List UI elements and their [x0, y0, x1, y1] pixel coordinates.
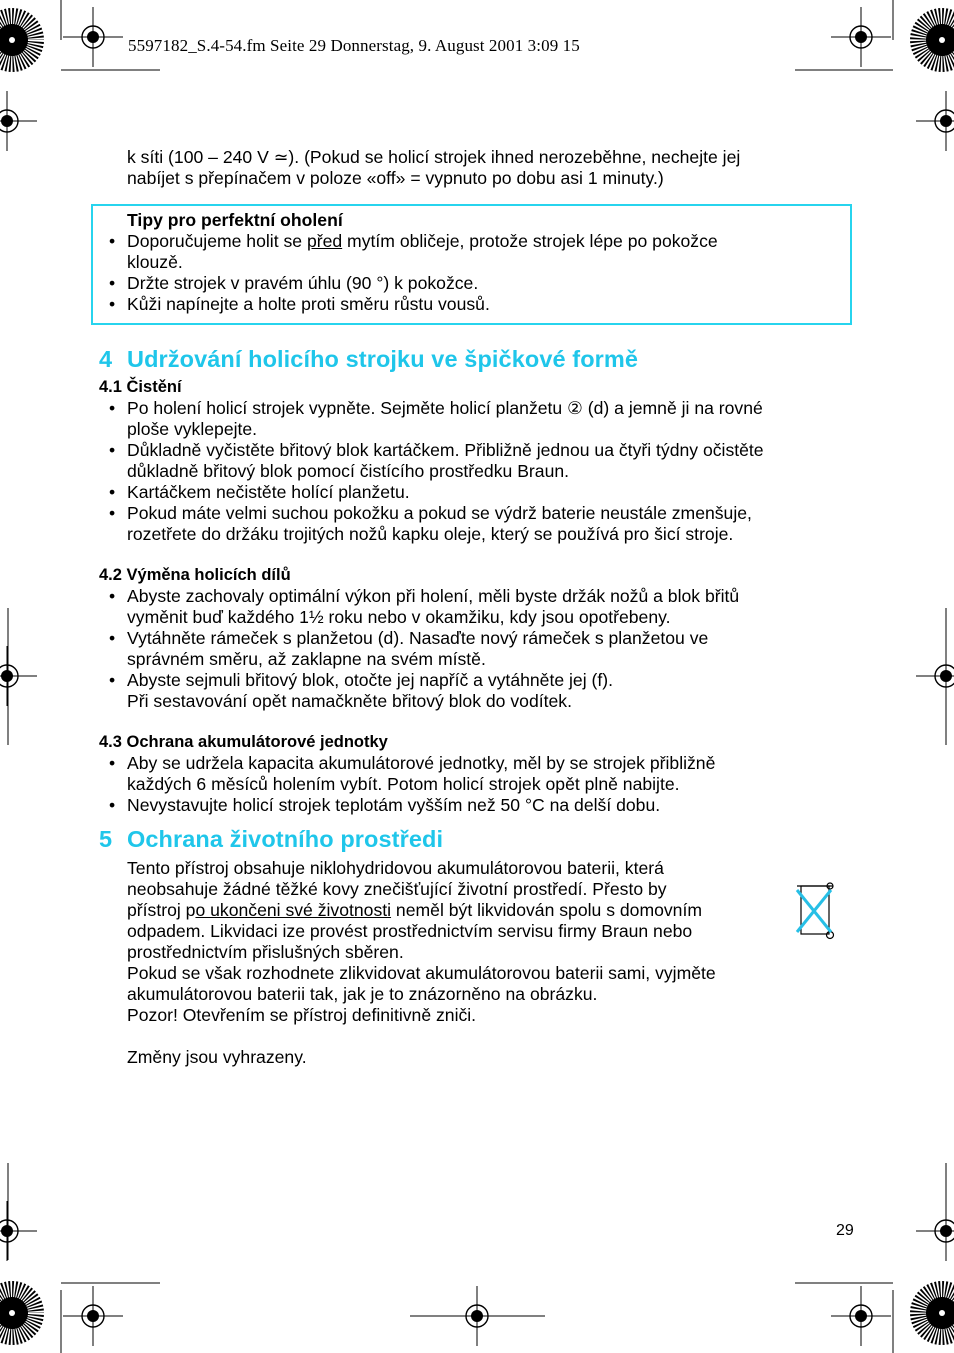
closing-note: Změny jsou vyhrazeny. [127, 1047, 307, 1067]
bullet: • [109, 482, 116, 502]
registration-mark-icon [831, 7, 891, 67]
paragraph-line: Tento přístroj obsahuje niklohydridovou akumulátorovou baterii, která [127, 858, 664, 878]
bullet: • [109, 503, 116, 523]
list-item: Důkladně vyčistěte břitový blok kartáčkem. Přibližně jednou ua čtyři týdny očistěte [127, 440, 764, 460]
list-item: Kartáčkem nečistěte holící planžetu. [127, 482, 410, 502]
bullet: • [109, 398, 116, 418]
tips-item: Doporučujeme holit se před mytím obličeje, protože strojek lépe po pokožce [127, 231, 718, 251]
list-item: Abyste sejmuli břitový blok, otočte jej napříč a vytáhněte jej (f). [127, 670, 614, 690]
bullet: • [109, 273, 116, 293]
list-item-cont: rozetřete do držáku trojitých nožů kapku oleje, který se používá pro šicí stroje. [127, 524, 734, 544]
list-item: Vytáhněte rámeček s planžetou (d). Nasaďte nový rámeček s planžetou ve [127, 628, 709, 648]
paragraph-line: neobsahuje žádné těžké kovy znečišťující životní prostředí. Přesto by [127, 879, 667, 899]
bullet: • [109, 753, 116, 773]
list-item: Nevystavujte holicí strojek teplotám vyšším než 50 °C na delší dobu. [127, 795, 661, 815]
registration-mark-icon [0, 1201, 37, 1261]
paragraph-line: Pokud se však rozhodnete zlikvidovat akumulátorovou baterii sami, vyjměte [127, 963, 716, 983]
registration-mark-icon [63, 1286, 123, 1346]
bullet: • [109, 294, 116, 314]
registration-mark-icon [916, 91, 954, 151]
section-5-heading: 5 Ochrana životního prostředi [99, 826, 444, 852]
registration-mark-icon [63, 7, 123, 67]
list-item-cont: Při sestavování opět namačkněte břitový blok do vodítek. [127, 691, 572, 711]
color-wheel-icon [0, 8, 44, 72]
section-4-2-heading: 4.2 Výměna holicích dílů [99, 566, 291, 584]
tips-title: Tipy pro perfektní oholení [127, 210, 343, 230]
list-item: Pokud máte velmi suchou pokožku a pokud se výdrž baterie neustále zmenšuje, [127, 503, 752, 523]
list-item-cont: vyměnit buď každého 1½ roku nebo v okamžiku, kdy jsou opotřebeny. [127, 607, 671, 627]
paragraph-line: odpadem. Likvidaci ize provést prostřednictvím servisu firmy Braun nebo [127, 921, 693, 941]
color-wheel-icon [0, 1281, 44, 1345]
intro-line: nabíjet s přepínačem v poloze «off» = vypnuto po dobu asi 1 minuty.) [127, 168, 664, 188]
list-item-cont: důkladně břitový blok pomocí čistícího prostředku Braun. [127, 461, 570, 481]
registration-mark-icon [0, 91, 37, 151]
bullet: • [109, 231, 116, 251]
bullet: • [109, 670, 116, 690]
tips-item: Kůži napínejte a holte proti směru růstu vousů. [127, 294, 490, 314]
list-item-cont: správném směru, až zaklapne na svém místě. [127, 649, 486, 669]
registration-mark-icon [916, 646, 954, 706]
intro-line: k síti (100 – 240 V ≃). (Pokud se holicí strojek ihned nerozeběhne, nechejte jej [127, 147, 741, 167]
crossed-bin-icon [797, 883, 834, 939]
paragraph-line: přístroj po ukončeni své životnosti neměl být likvidován spolu s domovním [127, 900, 703, 920]
tips-item: Držte strojek v pravém úhlu (90 °) k pokožce. [127, 273, 479, 293]
color-wheel-icon [910, 1281, 954, 1345]
list-item: Aby se udržela kapacita akumulátorové jednotky, měl by se strojek přibližně [127, 753, 716, 773]
list-item-cont: každých 6 měsíců holením vybít. Potom holicí strojek opět plně nabijte. [127, 774, 680, 794]
registration-mark-icon [916, 1201, 954, 1261]
bullet: • [109, 628, 116, 648]
bullet: • [109, 586, 116, 606]
section-4-1-heading: 4.1 Čistění [99, 378, 182, 396]
list-item: Po holení holicí strojek vypněte. Sejměte holicí planžetu ② (d) a jemně ji na rovné [127, 398, 763, 418]
paragraph-line: prostřednictvím přislušných sběren. [127, 942, 404, 962]
intro-paragraph [127, 147, 847, 189]
section-4-heading: 4 Udržování holicího strojku ve špičkové formě [99, 346, 639, 372]
file-header: 5597182_S.4-54.fm Seite 29 Donnerstag, 9. August 2001 3:09 15 [128, 36, 580, 55]
paragraph-line: Pozor! Otevřením se přístroj definitivně zniči. [127, 1005, 477, 1025]
bullet: • [109, 440, 116, 460]
list-item-cont: ploše vyklepejte. [127, 419, 258, 439]
registration-mark-icon [831, 1286, 891, 1346]
page-number: 29 [836, 1222, 854, 1239]
list-item: Abyste zachovaly optimální výkon při holení, měli byste držák nožů a blok břitů [127, 586, 740, 606]
color-wheel-icon [910, 8, 954, 72]
bullet: • [109, 795, 116, 815]
registration-mark-icon [0, 646, 37, 706]
section-4-3-heading: 4.3 Ochrana akumulátorové jednotky [99, 733, 388, 751]
tips-item-cont: klouzě. [127, 252, 183, 272]
paragraph-line: akumulátorovou baterii tak, jak je to znázorněno na obrázku. [127, 984, 598, 1004]
